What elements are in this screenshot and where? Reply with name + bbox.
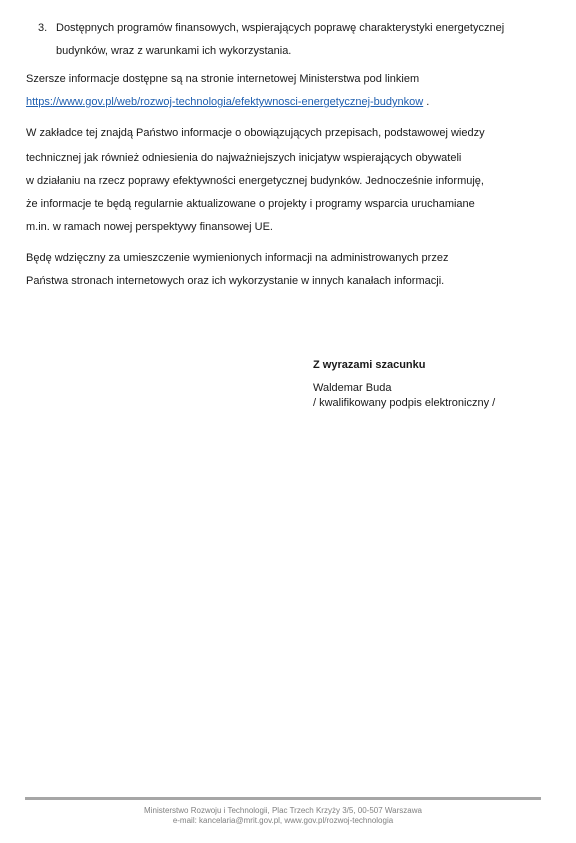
paragraph-line: m.in. w ramach nowej perspektywy finansowej UE. bbox=[26, 221, 273, 233]
link-trailing-period: . bbox=[423, 96, 430, 108]
paragraph-line: Będę wdzięczny za umieszczenie wymienionych informacji na administrowanych przez bbox=[26, 252, 449, 264]
info-paragraph-line-1: Szersze informacje dostępne są na stronie internetowej Ministerstwa pod linkiem bbox=[26, 73, 420, 85]
electronic-signature-note: / kwalifikowany podpis elektroniczny / bbox=[313, 397, 496, 409]
list-item-text-line-2: budynków, wraz z warunkami ich wykorzystania. bbox=[56, 45, 292, 57]
list-item-text-line-1: Dostępnych programów finansowych, wspierających poprawę charakterystyki energetycznej bbox=[56, 22, 505, 34]
paragraph-line: w działaniu na rzecz poprawy efektywności energetycznej budynków. Jednocześnie informuję, bbox=[26, 175, 484, 187]
ministry-page-link[interactable]: https://www.gov.pl/web/rozwoj-technologia/efektywnosci-energetycznej-budynkow bbox=[26, 96, 424, 108]
list-item-number: 3. bbox=[38, 22, 48, 34]
paragraph-line: że informacje te będą regularnie aktualizowane o projekty i programy wsparcia uruchamiane bbox=[26, 198, 475, 210]
paragraph-line: technicznej jak również odniesienia do najważniejszych inicjatyw wspierających obywateli bbox=[26, 152, 462, 164]
signature-closing: Z wyrazami szacunku bbox=[313, 359, 426, 371]
footer-divider bbox=[25, 797, 541, 800]
info-paragraph-line-2 bbox=[26, 95, 429, 109]
footer-contact: e-mail: kancelaria@mrit.gov.pl, www.gov.pl/rozwoj-technologia bbox=[172, 816, 394, 825]
footer-address: Ministerstwo Rozwoju i Technologii, Plac Trzech Krzyży 3/5, 00-507 Warszawa bbox=[144, 806, 422, 815]
paragraph-line: W zakładce tej znajdą Państwo informacje o obowiązujących przepisach, podstawowej wiedzy bbox=[26, 127, 485, 139]
signatory-name: Waldemar Buda bbox=[313, 382, 392, 394]
paragraph-line: Państwa stronach internetowych oraz ich wykorzystanie w innych kanałach informacji. bbox=[26, 275, 445, 287]
